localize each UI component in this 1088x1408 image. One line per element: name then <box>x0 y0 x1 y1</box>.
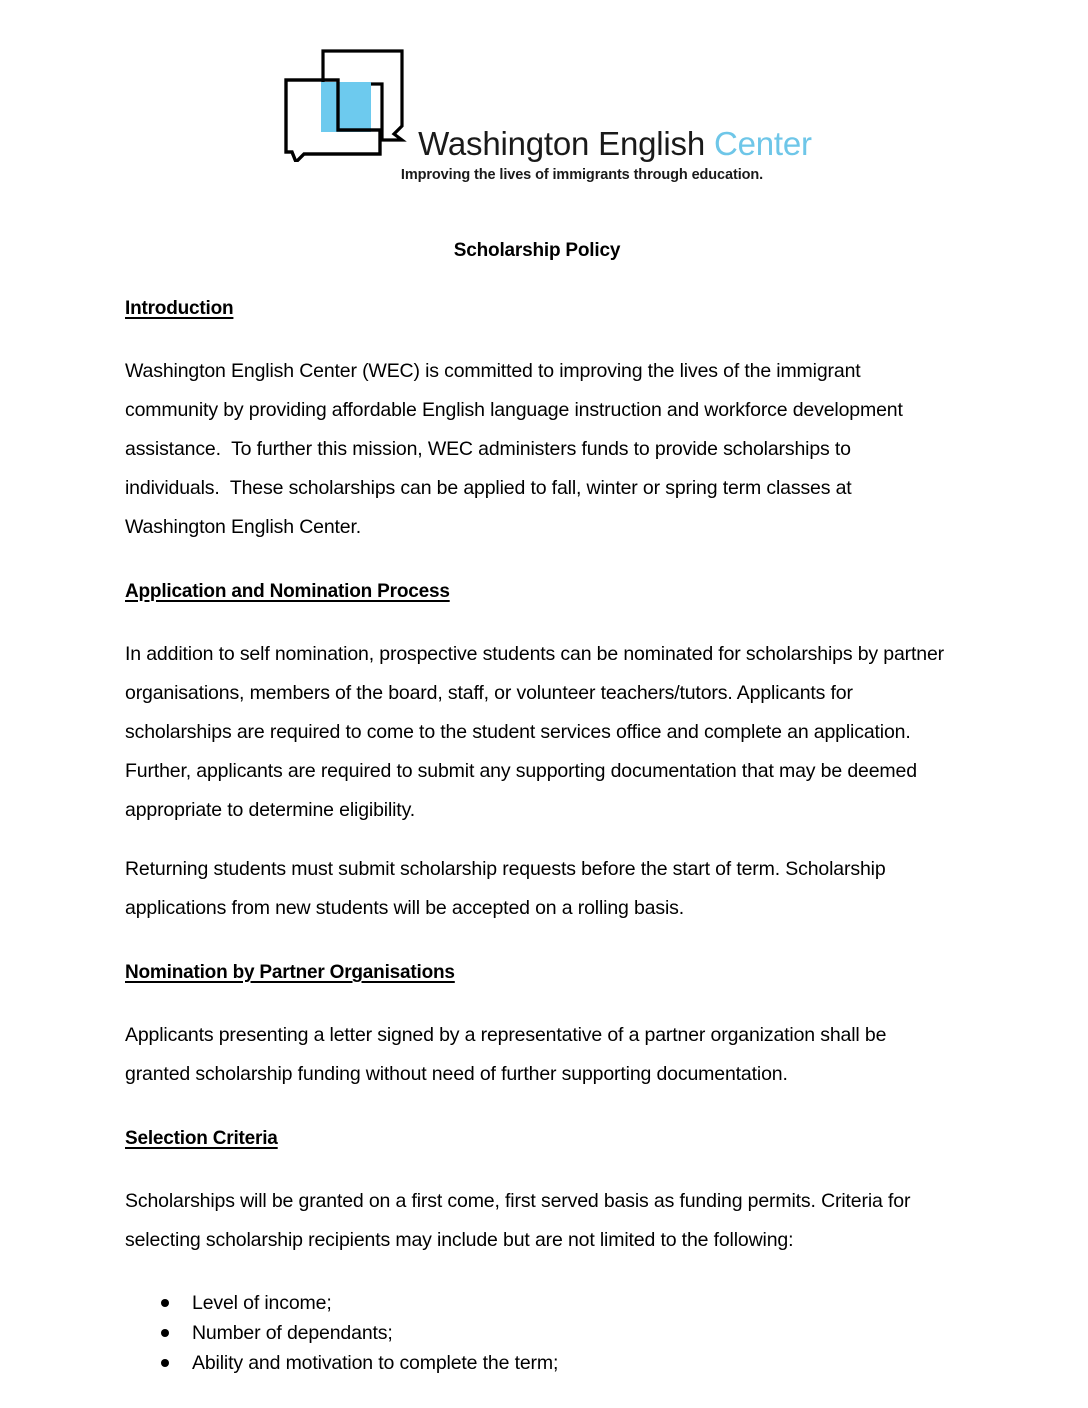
paragraph-selection-1: Scholarships will be granted on a first come, first served basis as funding permits. Criteria for selecting scholarship recipients may include but are not limited to the following: <box>125 1190 916 1251</box>
spacer <box>125 324 949 352</box>
speech-bubbles-logo-icon <box>276 44 416 162</box>
section-heading-selection-criteria <box>125 1124 949 1154</box>
section-heading-nomination-text: Nomination by Partner Organisations <box>125 962 455 983</box>
section-heading-introduction-text: Introduction <box>125 298 234 319</box>
section-heading-introduction <box>125 294 949 324</box>
spacer <box>125 266 949 294</box>
bullet-icon <box>161 1359 169 1367</box>
logo-wordmark-primary: Washington English <box>418 125 705 162</box>
list-item <box>125 1348 949 1378</box>
list-item-label: Ability and motivation to complete the term; <box>192 1352 559 1374</box>
section-heading-nomination-by-partner-organisations <box>125 958 949 988</box>
spacer <box>125 928 949 958</box>
section-heading-application-and-nomination-process <box>125 577 949 607</box>
list-item <box>125 1318 949 1348</box>
paragraph-application-1: In addition to self nomination, prospective students can be nominated for scholarships by partner organisations, members of the board, staff, or volunteer teachers/tutors. Applicants for scholarships are required to come to the student services office and complete an application. Further, applicants are required to submit any supporting documentation that may be deemed appropriate to determine eligibility. <box>125 643 950 821</box>
logo-wordmark <box>418 127 812 162</box>
logo-tagline: Improving the lives of immigrants through education. <box>400 167 764 183</box>
page-title: Scholarship Policy <box>453 240 621 261</box>
list-item <box>125 1288 949 1318</box>
document-body <box>125 236 949 1378</box>
logo-wordmark-accent: Center <box>713 125 812 162</box>
selection-criteria-list <box>125 1288 949 1378</box>
spacer <box>125 547 949 577</box>
paragraph-introduction-1: Washington English Center (WEC) is committed to improving the lives of the immigrant community by providing affordable English language instruction and workforce development assistance. To further this mission, WEC administers funds to provide scholarships to individuals. These scholarships can be applied to fall, winter or spring term classes at Washington English Center. <box>125 360 909 538</box>
section-heading-selection-text: Selection Criteria <box>125 1128 278 1149</box>
bullet-icon <box>161 1299 169 1307</box>
organization-logo <box>0 44 1088 183</box>
list-item-label: Level of income; <box>192 1292 332 1314</box>
section-heading-application-text: Application and Nomination Process <box>125 581 450 602</box>
list-item-label: Number of dependants; <box>192 1322 393 1344</box>
paragraph-application-2: Returning students must submit scholarship requests before the start of term. Scholarship applications from new students will be accepted on a rolling basis. <box>125 858 891 919</box>
spacer <box>125 830 949 850</box>
paragraph-nomination-1: Applicants presenting a letter signed by a representative of a partner organization shall be granted scholarship funding without need of further supporting documentation. <box>125 1024 892 1085</box>
spacer <box>125 1094 949 1124</box>
spacer <box>125 1154 949 1182</box>
spacer <box>125 1260 949 1288</box>
spacer <box>125 988 949 1016</box>
spacer <box>125 607 949 635</box>
bullet-icon <box>161 1329 169 1337</box>
logo-row <box>276 44 812 162</box>
